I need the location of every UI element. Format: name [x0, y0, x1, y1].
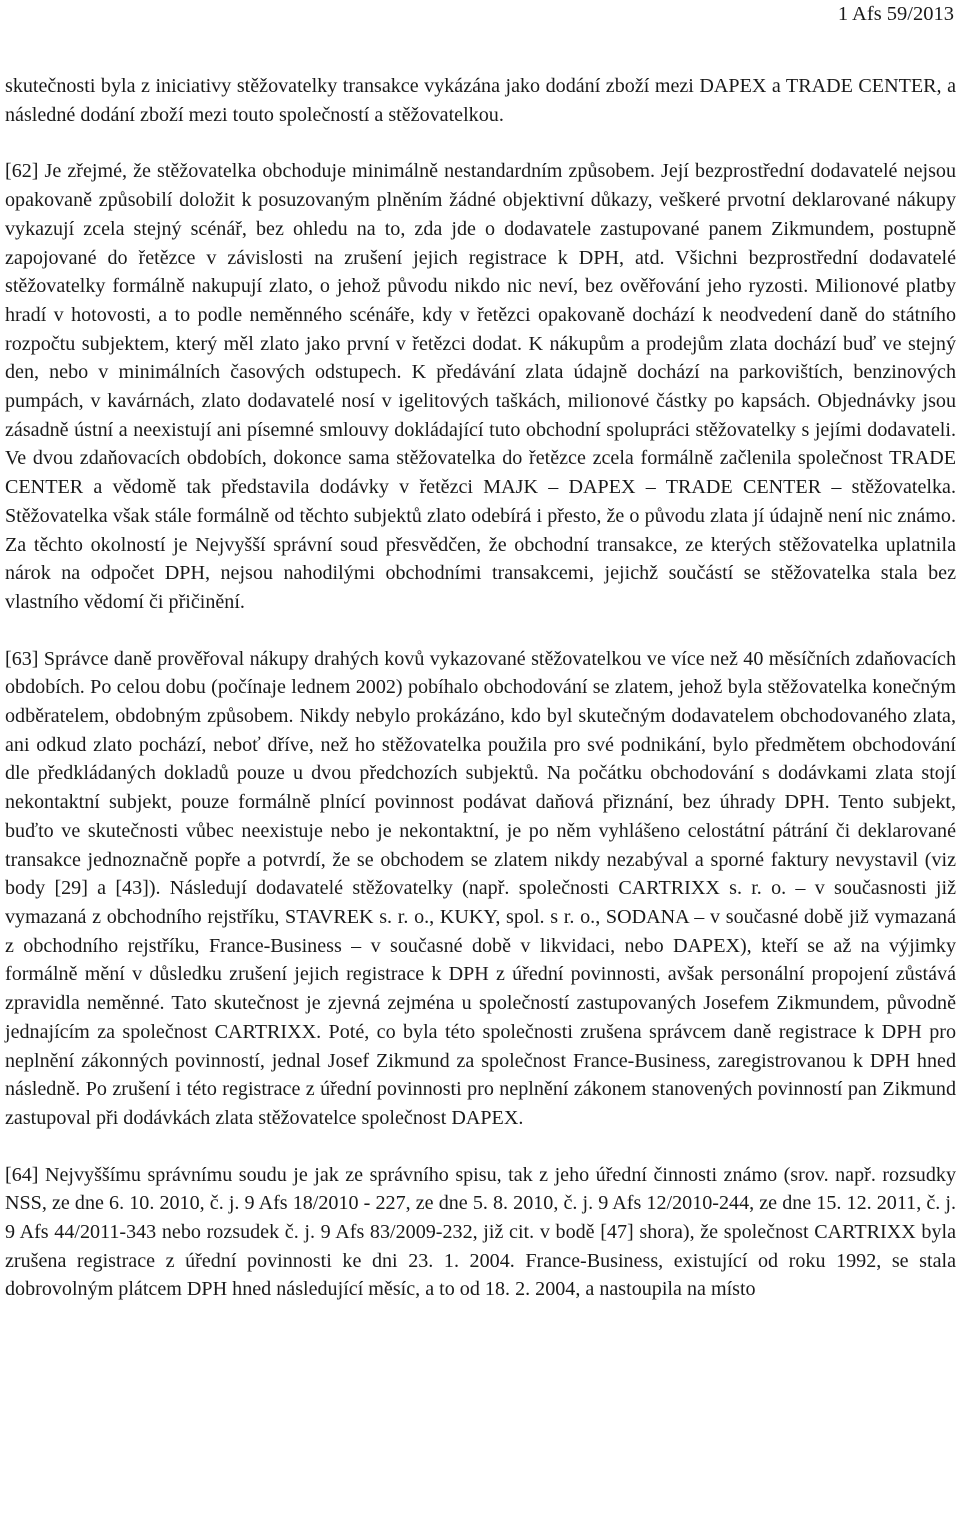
paragraph-63: [63] Správce daně prověřoval nákupy drahých kovů vykazované stěžovatelkou ve více než 40 měsíčních zdaňovacích obdobích. Po celou dobu (počínaje lednem 2002) pobíhalo obchodování se zlatem, jehož byla stěžovatelka konečným odběratelem, obdobným způsobem. Nikdy nebylo prokázáno, kdo byl skutečným dodavatelem obchodovaného zlata, ani odkud zlato pochází, neboť dříve, než ho stěžovatelka použila pro své podnikání, bylo předmětem obchodování dle předkládaných dokladů pouze u dvou předchozích subjektů. Na počátku obchodování s dodávkami zlata stojí nekontaktní subjekt, pouze formálně plnící povinnost podávat daňová přiznání, bez úhrady DPH. Tento subjekt, buďto ve skutečnosti vůbec neexistuje nebo je nekontaktní, je po něm vyhlášeno celostátní pátrání či deklarované transakce jednoznačně popře a potvrdí, že se obchodem se zlatem nikdy nezabýval a sporné faktury nevystavil (viz body [29] a [43]). Následují dodavatelé stěžovatelky (např. společnosti CARTRIXX s. r. o. – v současnosti již vymazaná z obchodního rejstříku, STAVREK s. r. o., KUKY, spol. s r. o., SODANA – v současné době již vymazaná z obchodního rejstříku, France-Business – v současné době v likvidaci, nebo DAPEX), kteří se až na výjimky formálně mění v důsledku zrušení jejich registrace k DPH z úřední povinnosti, avšak personální propojení zůstává zpravidla neměnné. Tato skutečnost je zjevná zejména u společností zastupovaných Josefem Zikmundem, původně jednajícím za společnost CARTRIXX. Poté, co byla této společnosti zrušena správcem daně registrace k DPH pro neplnění zákonných povinností, jednal Josef Zikmund za společnost France-Business, zaregistrovanou k DPH hned následně. Po zrušení i této registrace z úřední povinnosti pro neplnění zákonem stanovených povinností pan Zikmund zastupoval při dodávkách zlata stěžovatelce společnost DAPEX.: [5, 647, 956, 1129]
document-body: [5, 72, 956, 1304]
paragraph-62: [62] Je zřejmé, že stěžovatelka obchoduje minimálně nestandardním způsobem. Její bezprostřední dodavatelé nejsou opakovaně způsobilí doložit k posuzovaným plněním žádné objektivní důkazy, veškeré prvotní deklarované nákupy vykazují zcela stejný scénář, bez ohledu na to, zda jde o dodavatele zastupované panem Zikmundem, postupně zapojované do řetězce v závislosti na zrušení jejich registrace k DPH, atd. Všichni bezprostřední dodavatelé stěžovatelky formálně nakupují zlato, o jehož původu nikdo nic neví, bez ověřování jeho ryzosti. Milionové platby hradí v hotovosti, a to podle neměnného scénáře, kdy v řetězci opakovaně dochází k neodvedení daně do státního rozpočtu subjektem, který měl zlato jako první v řetězci dodat. K nákupům a prodejům zlata dochází buď ve stejný den, nebo v minimálních časových odstupech. K předávání zlata údajně dochází na parkovištích, benzinových pumpách, v kavárnách, zlato dodavatelé nosí v igelitových taškách, milionové částky po kapsách. Objednávky jsou zásadně ústní a neexistují ani písemné smlouvy dokládající tuto obchodní spolupráci stěžovatelky s jejími dodavateli. Ve dvou zdaňovacích obdobích, dokonce sama stěžovatelka do řetězce zcela formálně začlenila společnost TRADE CENTER a vědomě tak představila dodávky v řetězci MAJK – DAPEX – TRADE CENTER – stěžovatelka. Stěžovatelka však stále formálně od těchto subjektů zlato odebírá i přesto, že o původu zlata jí údajně není nic známo. Za těchto okolností je Nejvyšší správní soud přesvědčen, že obchodní transakce, ze kterých stěžovatelka uplatnila nárok na odpočet DPH, nejsou nahodilými obchodními transakcemi, jejichž součástí se stěžovatelka stala bez vlastního vědomí či přičinění.: [5, 160, 956, 613]
page-header-case-number: 1 Afs 59/2013: [837, 3, 954, 25]
paragraph-continuation: skutečnosti byla z iniciativy stěžovatelky transakce vykázána jako dodání zboží mezi DAPEX a TRADE CENTER, a následné dodání zboží mezi touto společností a stěžovatelkou.: [5, 75, 956, 126]
paragraph-64: [64] Nejvyššímu správnímu soudu je jak ze správního spisu, tak z jeho úřední činnosti známo (srov. např. rozsudky NSS, ze dne 6. 10. 2010, č. j. 9 Afs 18/2010 - 227, ze dne 5. 8. 2010, č. j. 9 Afs 12/2010-244, ze dne 15. 12. 2011, č. j. 9 Afs 44/2011-343 nebo rozsudek č. j. 9 Afs 83/2009-232, již cit. v bodě [47] shora), že společnost CARTRIXX byla zrušena registrace z úřední povinnosti ke dni 23. 1. 2004. France-Business, existující od roku 1992, se stala dobrovolným plátcem DPH hned následující měsíc, a to od 18. 2. 2004, a nastoupila na místo: [5, 1163, 956, 1301]
